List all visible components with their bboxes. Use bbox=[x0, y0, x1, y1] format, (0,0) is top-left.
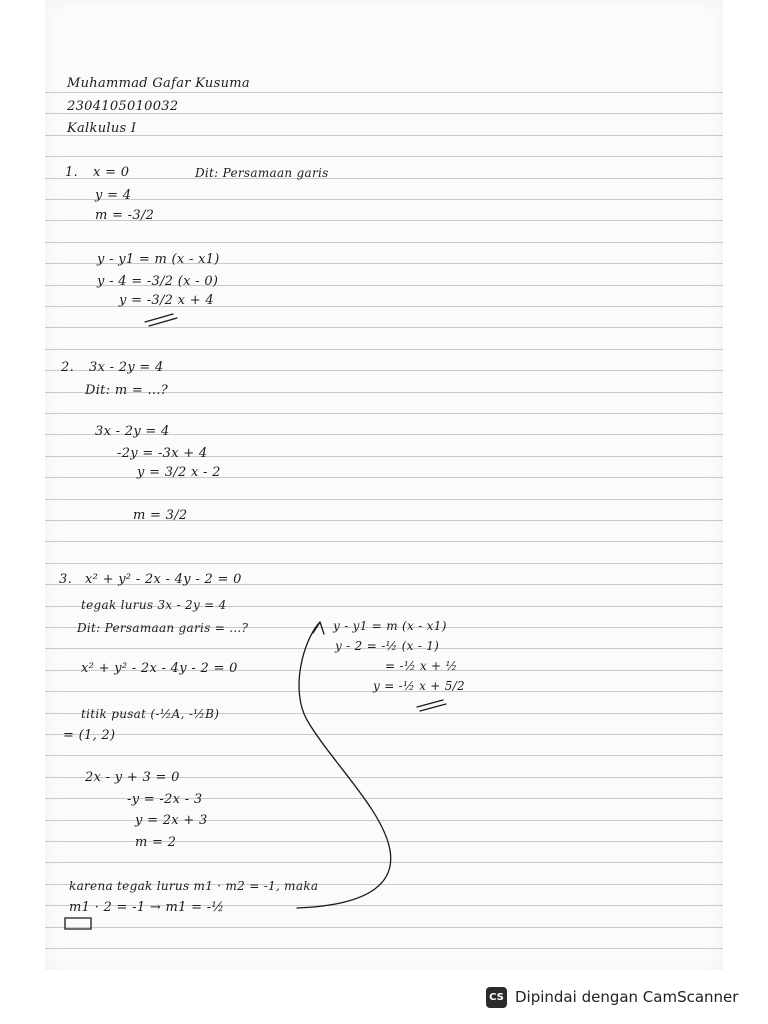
p1-answer-underline bbox=[145, 314, 177, 326]
camscanner-caption: Dipindai dengan CamScanner bbox=[515, 988, 739, 1006]
p3-r2: y - 2 = -½ (x - 1) bbox=[335, 639, 440, 653]
connector-arrow-stroke bbox=[297, 622, 391, 908]
p3-given-line: tegak lurus 3x - 2y = 4 bbox=[81, 598, 227, 612]
p3-number: 3. bbox=[59, 572, 73, 587]
pen-strokes bbox=[45, 0, 723, 970]
p2-step2: -2y = -3x + 4 bbox=[117, 446, 208, 461]
p3-l3: y = 2x + 3 bbox=[135, 813, 208, 828]
p1-number: 1. bbox=[65, 165, 79, 180]
p2-step1: 3x - 2y = 4 bbox=[95, 424, 170, 439]
p3-circle: x² + y² - 2x - 4y - 2 = 0 bbox=[81, 661, 238, 676]
p3-r3: = -½ x + ½ bbox=[385, 659, 458, 673]
p1-given-y: y = 4 bbox=[95, 188, 132, 203]
p3-given-circle: x² + y² - 2x - 4y - 2 = 0 bbox=[85, 572, 242, 587]
p3-answer-underline bbox=[417, 700, 446, 711]
student-name: Muhammad Gafar Kusuma bbox=[67, 76, 250, 91]
p3-center: = (1, 2) bbox=[63, 728, 116, 743]
p1-answer: y = -3/2 x + 4 bbox=[119, 293, 214, 308]
camscanner-logo-icon: CS bbox=[486, 987, 507, 1008]
p3-r1: y - y1 = m (x - x1) bbox=[333, 619, 447, 633]
p1-step2: y - 4 = -3/2 (x - 0) bbox=[97, 274, 219, 289]
p1-given-m: m = -3/2 bbox=[95, 208, 155, 223]
p3-answer: y = -½ x + 5/2 bbox=[373, 679, 465, 693]
p3-l2: -y = -2x - 3 bbox=[127, 792, 203, 807]
notebook-page bbox=[45, 0, 723, 970]
p3-l1: 2x - y + 3 = 0 bbox=[85, 770, 180, 785]
p2-number: 2. bbox=[61, 360, 75, 375]
course-title: Kalkulus I bbox=[67, 121, 137, 136]
p3-m1: m1 · 2 = -1 → m1 = -½ bbox=[69, 900, 225, 915]
p3-perp: karena tegak lurus m1 · m2 = -1, maka bbox=[69, 879, 319, 893]
p3-center-formula: titik pusat (-½A, -½B) bbox=[81, 707, 220, 721]
p1-asked: Dit: Persamaan garis bbox=[195, 166, 329, 180]
student-id: 2304105010032 bbox=[67, 99, 179, 114]
p2-asked: Dit: m = ...? bbox=[85, 383, 169, 398]
camscanner-footer bbox=[472, 980, 764, 1014]
p1-given-x: x = 0 bbox=[93, 165, 130, 180]
p2-given: 3x - 2y = 4 bbox=[89, 360, 164, 375]
page-tag bbox=[65, 918, 91, 929]
p2-step3: y = 3/2 x - 2 bbox=[137, 465, 221, 480]
p3-l4: m = 2 bbox=[135, 835, 177, 850]
p3-asked: Dit: Persamaan garis = ...? bbox=[77, 621, 249, 635]
p2-answer: m = 3/2 bbox=[133, 508, 188, 523]
p1-step1: y - y1 = m (x - x1) bbox=[97, 252, 220, 267]
